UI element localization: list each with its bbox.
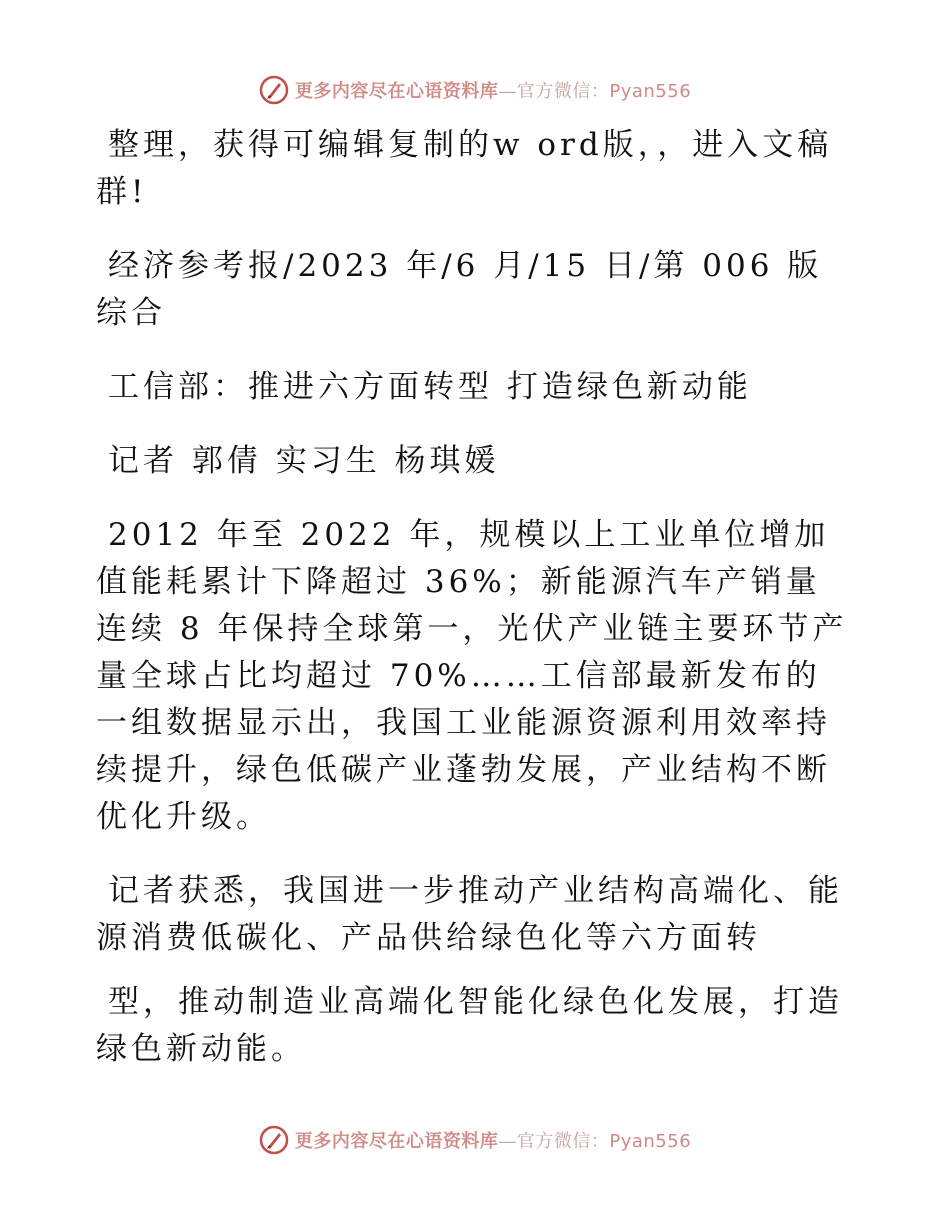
watermark-brand: 更多内容尽在心语资料库 xyxy=(294,81,499,102)
watermark-separator: — xyxy=(498,81,517,102)
watermark-separator: — xyxy=(498,1131,517,1152)
watermark-label: 官方微信： xyxy=(516,1131,610,1152)
watermark-wechat-id: Pyan556 xyxy=(609,81,692,102)
body-paragraph: 型，推动制造业高端化智能化绿色化发展，打造绿色新动能。 xyxy=(96,984,843,1067)
body-paragraph: 2012 年至 2022 年，规模以上工业单位增加值能耗累计下降超过 36%；新能源汽车产销量连续 8 年保持全球第一，光伏产业链主要环节产量全球占比均超过 70%……工信部最新发布的一组数据显示出，我国工业能源资源利用效率持续提升，绿色低碳产业蓬勃发展，产业结构不断优化升级。 xyxy=(96,517,848,835)
quill-logo-icon xyxy=(259,1125,289,1155)
body-paragraph: 记者获悉，我国进一步推动产业结构高端化、能源消费低碳化、产品供给绿色化等六方面转 xyxy=(96,873,843,956)
watermark-wechat-id: Pyan556 xyxy=(609,1131,692,1152)
header-watermark xyxy=(0,73,950,107)
intro-paragraph: 整理，获得可编辑复制的w ord版，，进入文稿群! xyxy=(96,127,833,210)
watermark-text xyxy=(295,1127,691,1153)
source-line: 经济参考报/2023 年/6 月/15 日/第 006 版综合 xyxy=(96,248,823,331)
quill-logo-icon xyxy=(259,75,289,105)
document-body xyxy=(96,122,854,1100)
watermark-text xyxy=(295,77,691,103)
watermark-brand: 更多内容尽在心语资料库 xyxy=(294,1131,499,1152)
article-title: 工信部：推进六方面转型 打造绿色新动能 xyxy=(108,369,752,405)
watermark-label: 官方微信： xyxy=(516,81,610,102)
byline: 记者 郭倩 实习生 杨琪媛 xyxy=(108,443,500,479)
footer-watermark xyxy=(0,1123,950,1157)
